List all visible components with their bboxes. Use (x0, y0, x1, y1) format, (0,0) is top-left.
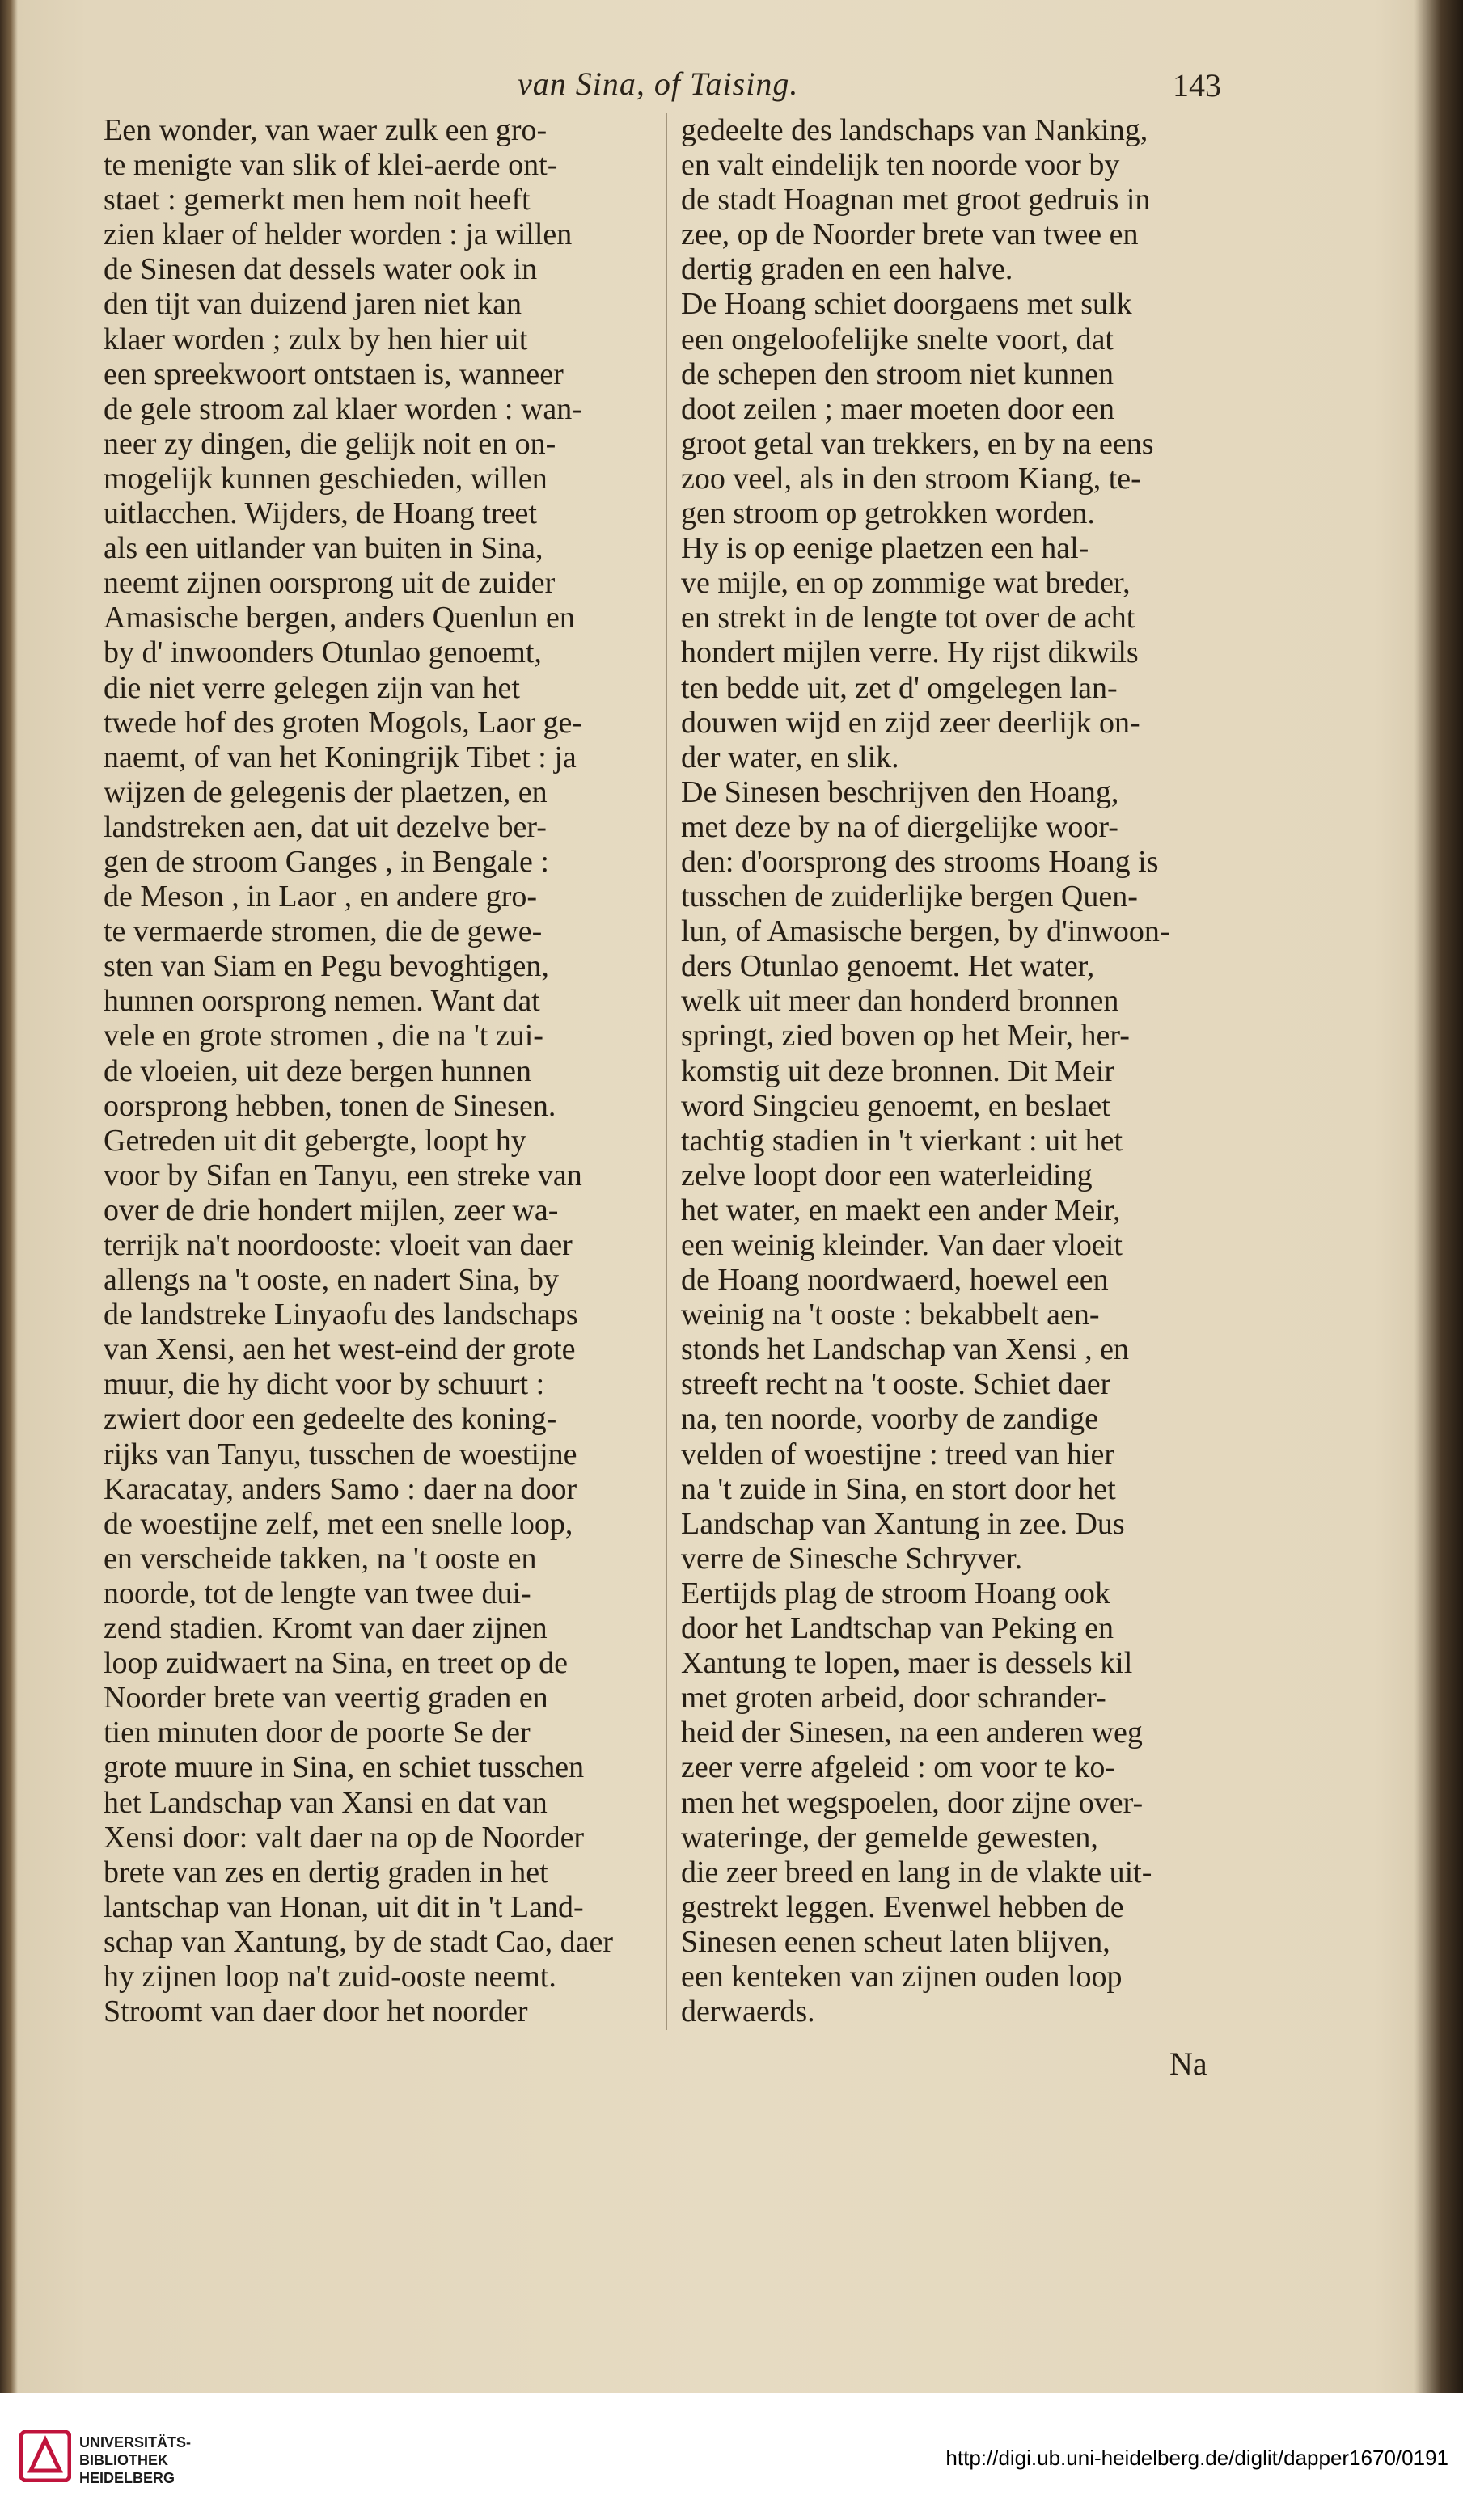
text-line: sten van Siam en Pegu bevoghtigen, (104, 949, 549, 984)
text-line: na 't zuide in Sina, en stort door het (681, 1471, 1116, 1506)
text-line: lun, of Amasische bergen, by d'inwoon- (681, 914, 1170, 949)
text-line: zwiert door een gedeelte des koning- (104, 1402, 557, 1437)
text-line: komstig uit deze bronnen. Dit Meir (681, 1053, 1115, 1088)
text-line: van Xensi, aen het west-eind der grote (104, 1332, 576, 1367)
text-line: de Hoang noordwaerd, hoewel een (681, 1263, 1109, 1298)
text-line: loop zuidwaert na Sina, en treet op de (104, 1646, 569, 1681)
text-line: groot getal van trekkers, en by na eens (681, 426, 1154, 461)
text-line: te vermaerde stromen, die de gewe- (104, 914, 543, 949)
text-line: twede hof des groten Mogols, Laor ge- (104, 705, 583, 740)
library-logo-icon (19, 2430, 71, 2482)
text-line: Sinesen eenen scheut laten blijven, (681, 1924, 1110, 1959)
text-line: ders Otunlao genoemt. Het water, (681, 949, 1095, 984)
text-line: de schepen den stroom niet kunnen (681, 357, 1114, 391)
text-line: allengs na 't ooste, en nadert Sina, by (104, 1263, 559, 1298)
text-line: die zeer breed en lang in de vlakte uit- (681, 1855, 1152, 1889)
library-name (79, 2433, 191, 2487)
text-line: tien minuten door de poorte Se der (104, 1716, 531, 1750)
text-line: stonds het Landschap van Xensi , en (681, 1332, 1130, 1367)
text-line: met deze by na of diergelijke woor- (681, 809, 1118, 844)
text-line: douwen wijd en zijd zeer deerlijk on- (681, 705, 1140, 740)
text-line: Eertijds plag de stroom Hoang ook (681, 1576, 1110, 1610)
text-line: Een wonder, van waer zulk een gro- (104, 113, 548, 147)
text-line: hondert mijlen verre. Hy rijst dikwils (681, 635, 1139, 670)
text-line: en strekt in de lengte tot over de acht (681, 601, 1135, 635)
footer-bar (0, 2393, 1463, 2520)
text-line: ten bedde uit, zet d' omgelegen lan- (681, 670, 1118, 705)
text-line: Stroomt van daer door het noorder (104, 1994, 528, 2029)
text-line: klaer worden ; zulx by hen hier uit (104, 322, 528, 357)
source-url[interactable]: http://digi.ub.uni-heidelberg.de/diglit/dapper1670/0191 (945, 2446, 1448, 2470)
text-line: hunnen oorsprong nemen. Want dat (104, 984, 540, 1019)
text-line: Xantung te lopen, maer is dessels kil (681, 1646, 1133, 1681)
catchword: Na (1169, 2045, 1207, 2082)
text-line: den: d'oorsprong des strooms Hoang is (681, 844, 1159, 879)
text-line: zelve loopt door een waterleiding (681, 1158, 1093, 1192)
text-line: zoo veel, als in den stroom Kiang, te- (681, 461, 1141, 496)
text-line: gestrekt leggen. Evenwel hebben de (681, 1889, 1124, 1924)
text-line: men het wegspoelen, door zijne over- (681, 1785, 1144, 1820)
text-line: noorde, tot de lengte van twee dui- (104, 1576, 531, 1610)
text-line: na, ten noorde, voorby de zandige (681, 1402, 1098, 1437)
text-line: velden of woestijne : treed van hier (681, 1437, 1115, 1471)
text-line: en valt eindelijk ten noorde voor by (681, 148, 1120, 183)
text-line: de stadt Hoagnan met groot gedruis in (681, 183, 1151, 217)
text-line: neer zy dingen, die gelijk noit en on- (104, 426, 556, 461)
text-line: brete van zes en dertig graden in het (104, 1855, 548, 1889)
text-line: word Singcieu genoemt, en beslaet (681, 1088, 1110, 1123)
text-line: oorsprong hebben, tonen de Sinesen. (104, 1088, 556, 1123)
text-line: zend stadien. Kromt van daer zijnen (104, 1611, 548, 1646)
text-line: staet : gemerkt men hem noit heeft (104, 183, 531, 217)
text-line: de vloeien, uit deze bergen hunnen (104, 1053, 531, 1088)
text-line: heid der Sinesen, na een anderen weg (681, 1716, 1143, 1750)
text-line: grote muure in Sina, en schiet tusschen (104, 1750, 585, 1785)
text-line: zeer verre afgeleid : om voor te ko- (681, 1750, 1116, 1785)
text-line: tachtig stadien in 't vierkant : uit het (681, 1123, 1123, 1158)
text-line: gen stroom op getrokken worden. (681, 496, 1095, 531)
text-line: neemt zijnen oorsprong uit de zuider (104, 566, 556, 601)
text-line: Noorder brete van veertig graden en (104, 1681, 548, 1716)
library-name-line: HEIDELBERG (79, 2470, 175, 2486)
text-line: rijks van Tanyu, tusschen de woestijne (104, 1437, 577, 1471)
text-line: mogelijk kunnen geschieden, willen (104, 461, 548, 496)
text-line: weinig na 't ooste : bekabbelt aen- (681, 1298, 1100, 1332)
text-line: een spreekwoort ontstaen is, wanneer (104, 357, 564, 391)
text-line: zee, op de Noorder brete van twee en (681, 217, 1139, 252)
text-line: de Meson , in Laor , en andere gro- (104, 880, 538, 914)
text-line: Amasische bergen, anders Quenlun en (104, 601, 575, 635)
text-line: Xensi door: valt daer na op de Noorder (104, 1820, 585, 1855)
text-line: de landstreke Linyaofu des landschaps (104, 1298, 578, 1332)
text-line: de Sinesen dat dessels water ook in (104, 252, 538, 287)
text-line: welk uit meer dan honderd bronnen (681, 984, 1119, 1019)
text-line: het water, en maekt een ander Meir, (681, 1192, 1121, 1227)
text-line: vele en grote stromen , die na 't zui- (104, 1019, 543, 1053)
text-line: door het Landtschap van Peking en (681, 1611, 1114, 1646)
text-line: uitlacchen. Wijders, de Hoang treet (104, 496, 537, 531)
text-line: schap van Xantung, by de stadt Cao, daer (104, 1924, 613, 1959)
text-line: der water, en slik. (681, 740, 899, 775)
text-line: Getreden uit dit gebergte, loopt hy (104, 1123, 526, 1158)
text-line: met groten arbeid, door schrander- (681, 1681, 1106, 1716)
text-line: derwaerds. (681, 1994, 815, 2029)
text-line: een ongeloofelijke snelte voort, dat (681, 322, 1114, 357)
text-line: lantschap van Honan, uit dit in 't Land- (104, 1889, 584, 1924)
text-line: hy zijnen loop na't zuid-ooste neemt. (104, 1959, 556, 1994)
text-line: streeft recht na 't ooste. Schiet daer (681, 1367, 1111, 1402)
page-number: 143 (1173, 67, 1221, 103)
text-line: springt, zied boven op het Meir, her- (681, 1019, 1130, 1053)
text-line: muur, die hy dicht voor by schuurt : (104, 1367, 545, 1402)
library-name-line: BIBLIOTHEK (79, 2452, 168, 2468)
library-name-line: UNIVERSITÄTS- (79, 2434, 192, 2450)
text-line: zien klaer of helder worden : ja willen (104, 217, 573, 252)
text-line: en verscheide takken, na 't ooste en (104, 1541, 537, 1576)
text-line: naemt, of van het Koningrijk Tibet : ja (104, 740, 577, 775)
text-line: den tijt van duizend jaren niet kan (104, 287, 522, 322)
text-line: de gele stroom zal klaer worden : wan- (104, 391, 582, 426)
column-divider (666, 113, 667, 2030)
text-line: De Hoang schiet doorgaens met sulk (681, 287, 1132, 322)
text-line: doot zeilen ; maer moeten door een (681, 391, 1115, 426)
text-line: landstreken aen, dat uit dezelve ber- (104, 809, 547, 844)
left-text-column (104, 113, 662, 2029)
text-line: gen de stroom Ganges , in Bengale : (104, 844, 549, 879)
page-right-shadow (1414, 0, 1463, 2393)
text-line: Karacatay, anders Samo : daer na door (104, 1471, 577, 1506)
text-line: een kenteken van zijnen ouden loop (681, 1959, 1123, 1994)
text-line: Landschap van Xantung in zee. Dus (681, 1506, 1125, 1541)
page-left-shadow (0, 0, 18, 2393)
text-line: als een uitlander van buiten in Sina, (104, 531, 543, 566)
text-line: De Sinesen beschrijven den Hoang, (681, 775, 1119, 809)
text-line: verre de Sinesche Schryver. (681, 1541, 1023, 1576)
text-line: ve mijle, en op zommige wat breder, (681, 566, 1131, 601)
text-line: de woestijne zelf, met een snelle loop, (104, 1506, 573, 1541)
text-line: by d' inwoonders Otunlao genoemt, (104, 635, 542, 670)
text-line: gedeelte des landschaps van Nanking, (681, 113, 1148, 147)
text-line: te menigte van slik of klei-aerde ont- (104, 148, 558, 183)
text-line: voor by Sifan en Tanyu, een streke van (104, 1158, 582, 1192)
text-line: een weinig kleinder. Van daer vloeit (681, 1228, 1123, 1262)
text-line: die niet verre gelegen zijn van het (104, 670, 520, 705)
text-line: wijzen de gelegenis der plaetzen, en (104, 775, 548, 809)
text-line: terrijk na't noordooste: vloeit van daer (104, 1228, 573, 1262)
text-line: wateringe, der gemelde gewesten, (681, 1820, 1098, 1855)
right-text-column (681, 113, 1223, 2029)
text-line: dertig graden en een halve. (681, 252, 1013, 287)
running-head: van Sina, of Taising. (518, 65, 799, 102)
text-line: Hy is op eenige plaetzen een hal- (681, 531, 1089, 566)
text-line: tusschen de zuiderlijke bergen Quen- (681, 880, 1138, 914)
text-line: het Landschap van Xansi en dat van (104, 1785, 548, 1820)
text-line: over de drie hondert mijlen, zeer wa- (104, 1192, 559, 1227)
